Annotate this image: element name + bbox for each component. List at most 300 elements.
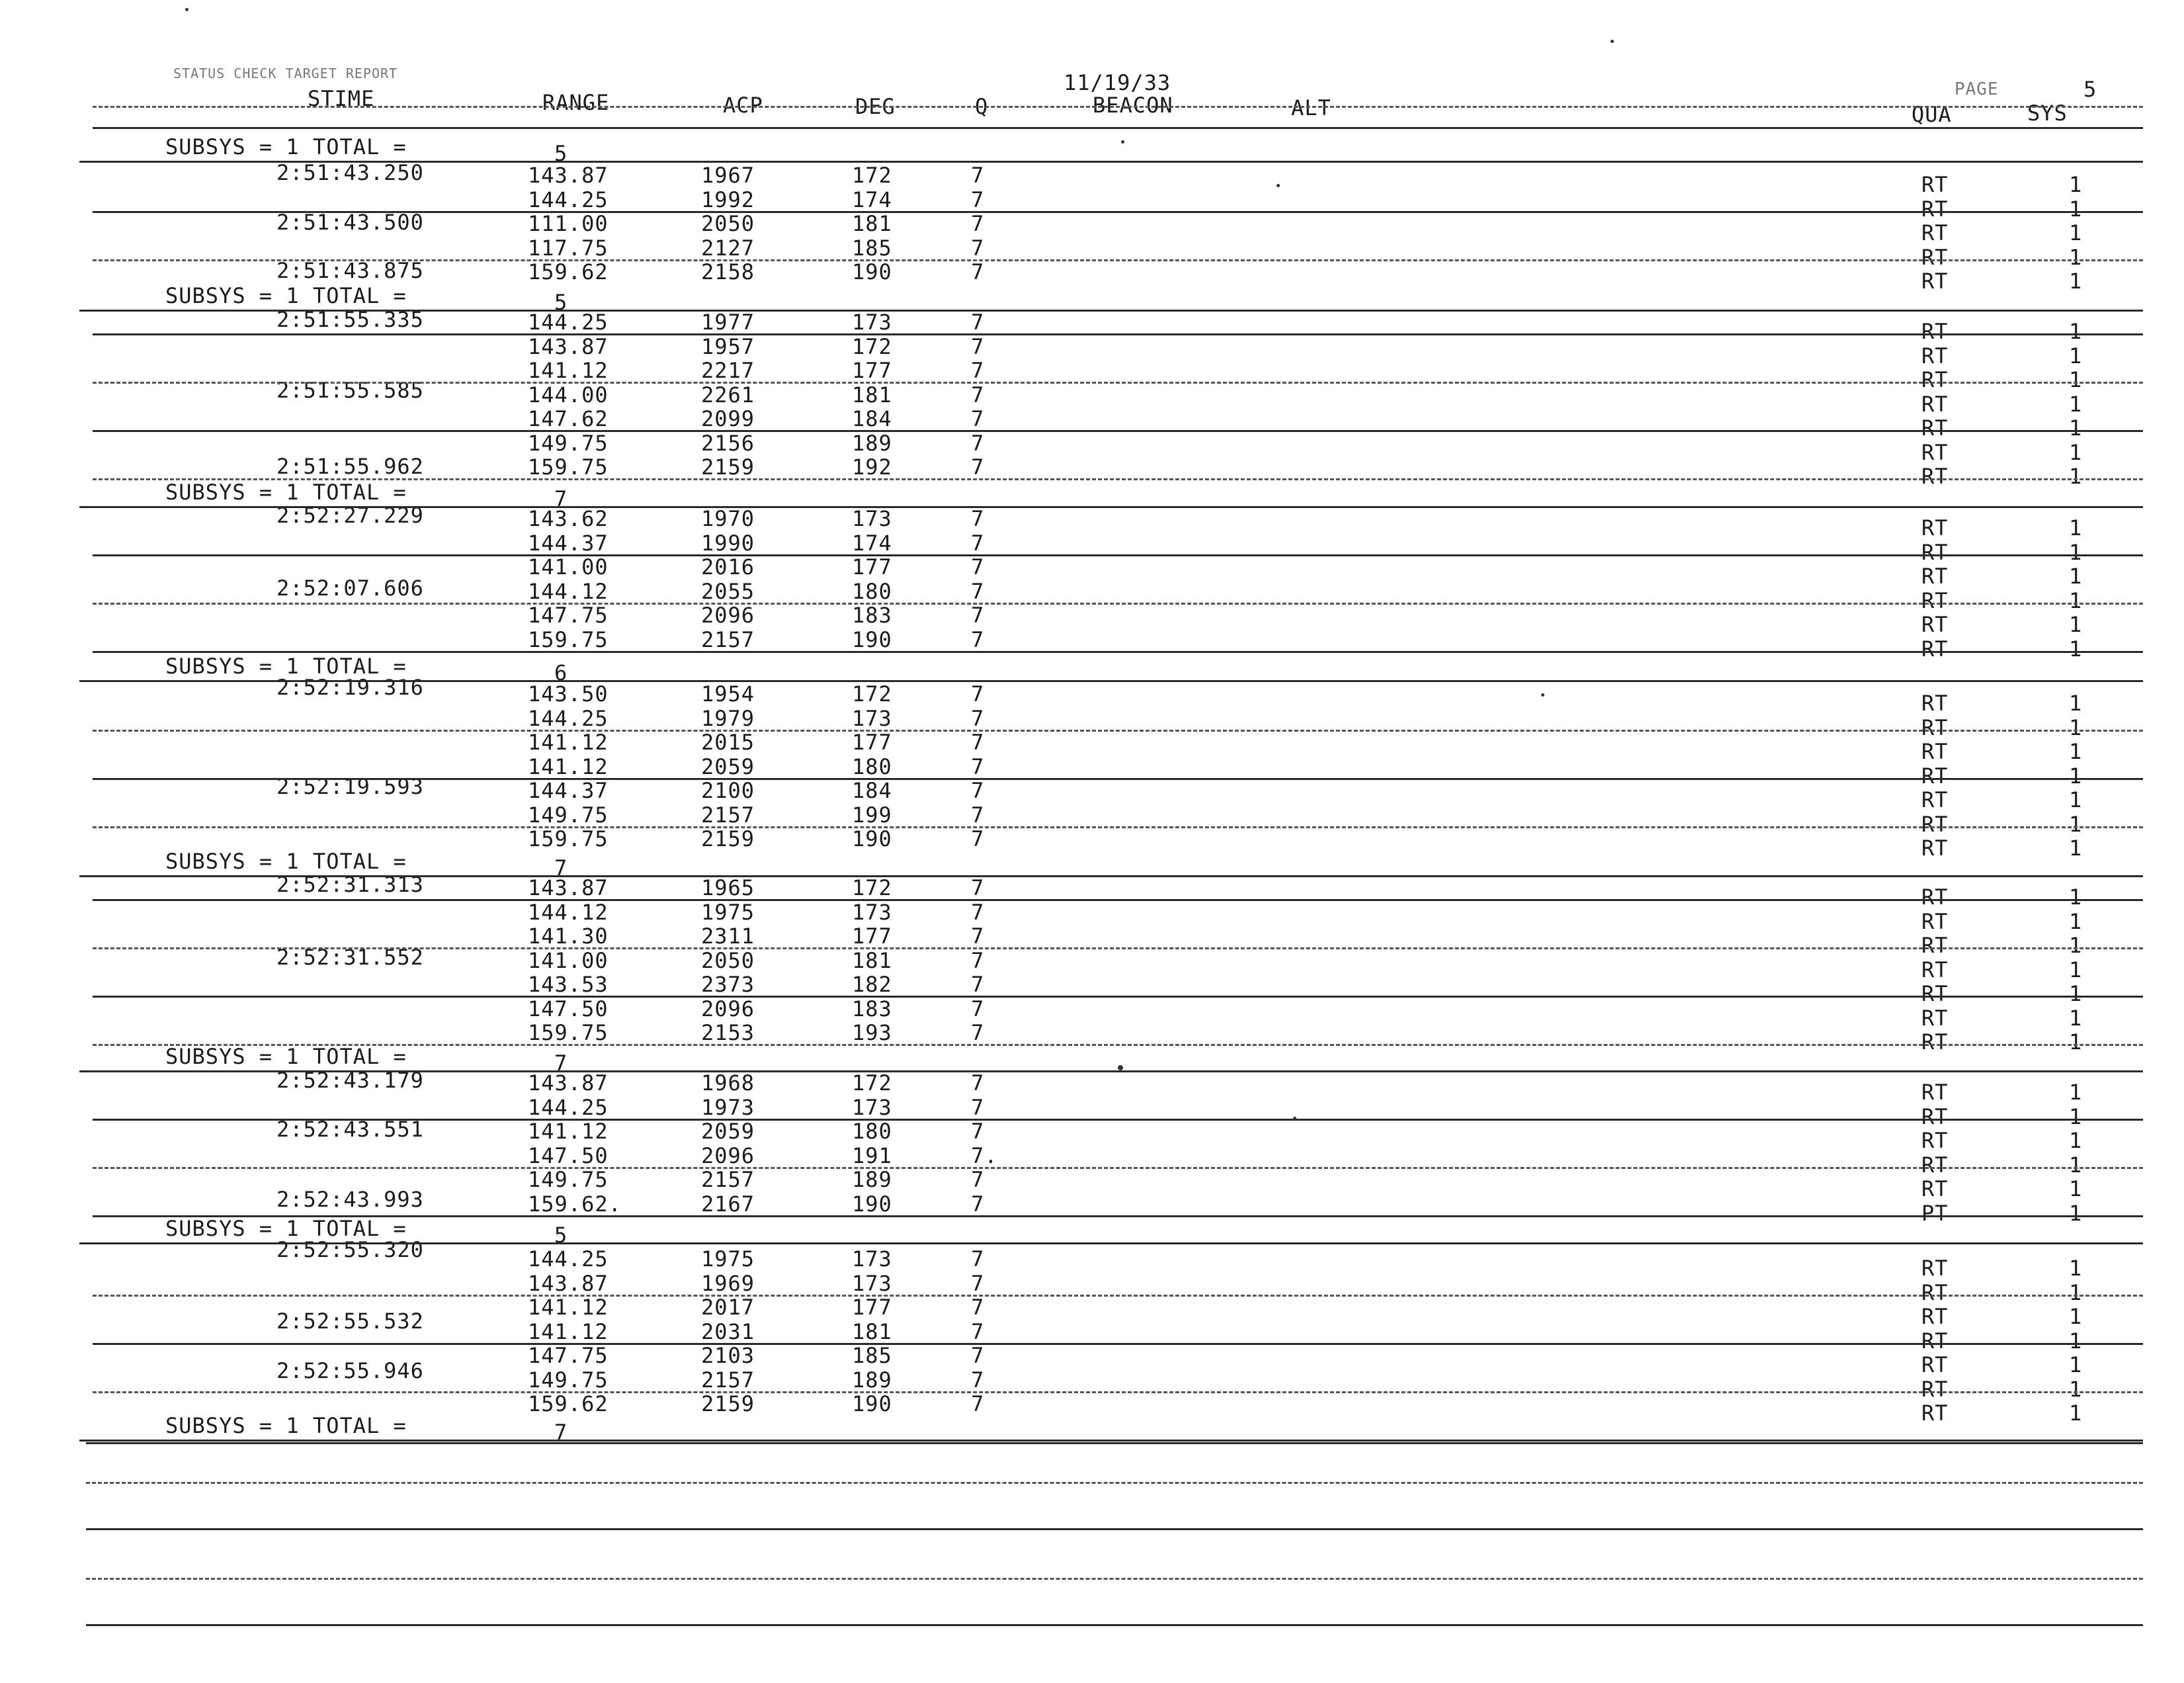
q-cell: 7 (971, 1271, 985, 1296)
stime-cell: 2:51:43.500 (276, 210, 424, 235)
stime-cell: 2:52:07.606 (276, 576, 424, 601)
sys-cell: 1 (2069, 367, 2083, 392)
range-cell: 144.25 (528, 1095, 609, 1120)
range-cell: 159.75 (528, 1020, 609, 1045)
acp-cell: 2059 (701, 1119, 755, 1144)
deg-cell: 177 (852, 358, 892, 383)
sys-cell: 1 (2069, 392, 2083, 417)
deg-cell: 174 (852, 187, 892, 212)
range-cell: 117.75 (528, 236, 609, 261)
sys-cell: 1 (2069, 1280, 2083, 1305)
subsys-summary-total: 6 (554, 660, 568, 685)
q-cell: 7 (971, 1319, 985, 1344)
qua-cell: RT (1921, 1006, 1949, 1031)
deg-cell: 181 (852, 211, 892, 236)
column-header-alt: ALT (1291, 95, 1331, 120)
row-rule (79, 875, 2143, 877)
acp-cell: 2031 (701, 1319, 755, 1344)
qua-cell: RT (1921, 392, 1949, 417)
acp-cell: 2156 (701, 431, 755, 456)
row-rule (93, 333, 2143, 335)
acp-cell: 2157 (701, 1367, 755, 1393)
qua-cell: RT (1921, 612, 1949, 637)
row-rule (93, 1391, 2143, 1393)
sys-cell: 1 (2069, 515, 2083, 540)
deg-cell: 199 (852, 802, 892, 828)
acp-cell: 1977 (701, 310, 755, 335)
acp-cell: 1954 (701, 681, 755, 707)
acp-cell: 2127 (701, 236, 755, 261)
q-cell: 7 (971, 972, 985, 997)
range-cell: 144.25 (528, 1246, 609, 1272)
row-rule (93, 211, 2143, 213)
deg-cell: 177 (852, 1295, 892, 1320)
row-rule (79, 1070, 2143, 1072)
deg-cell: 190 (852, 826, 892, 851)
deg-cell: 172 (852, 875, 892, 900)
sys-cell: 1 (2069, 636, 2083, 662)
column-header-stime: STIME (308, 86, 375, 111)
deg-cell: 184 (852, 778, 892, 803)
deg-cell: 181 (852, 382, 892, 408)
qua-cell: RT (1921, 715, 1949, 740)
deg-cell: 173 (852, 506, 892, 531)
q-cell: 7 (971, 531, 985, 556)
qua-cell: RT (1921, 196, 1949, 222)
deg-cell: 192 (852, 454, 892, 480)
qua-cell: RT (1921, 1304, 1949, 1329)
qua-cell: RT (1921, 636, 1949, 662)
stime-cell: 2:51:55.335 (276, 307, 424, 332)
deg-cell: 180 (852, 754, 892, 779)
q-cell: 7 (971, 1391, 985, 1416)
deg-cell: 181 (852, 1319, 892, 1344)
range-cell: 159.75 (528, 826, 609, 851)
q-cell: 7 (971, 506, 985, 531)
deg-cell: 181 (852, 948, 892, 973)
stime-cell: 2:52:19.593 (276, 774, 424, 799)
row-rule (93, 651, 2143, 653)
sys-cell: 1 (2069, 933, 2083, 958)
q-cell: 7 (971, 706, 985, 731)
q-cell: 7 (971, 579, 985, 604)
column-header-sys: SYS (2027, 101, 2068, 126)
stime-cell: 2:51:55.962 (276, 454, 424, 479)
sys-cell: 1 (2069, 564, 2083, 589)
range-cell: 149.75 (528, 431, 609, 456)
range-cell: 149.75 (528, 1167, 609, 1192)
qua-cell: RT (1921, 1401, 1949, 1426)
qua-cell: RT (1921, 1152, 1949, 1178)
sys-cell: 1 (2069, 836, 2083, 861)
deg-cell: 180 (852, 579, 892, 604)
column-header-deg: DEG (855, 94, 896, 119)
row-rule (86, 1578, 2143, 1580)
q-cell: 7 (971, 1191, 985, 1217)
acp-cell: 2217 (701, 358, 755, 383)
acp-cell: 1975 (701, 1246, 755, 1272)
row-rule (93, 996, 2143, 998)
stime-cell: 2:51:43.875 (276, 258, 424, 283)
stime-cell: 2:52:43.179 (276, 1068, 424, 1093)
q-cell: 7 (971, 730, 985, 755)
range-cell: 141.00 (528, 554, 609, 580)
range-cell: 144.25 (528, 706, 609, 731)
range-cell: 144.00 (528, 382, 609, 408)
sys-cell: 1 (2069, 787, 2083, 812)
range-cell: 141.12 (528, 1295, 609, 1320)
deg-cell: 190 (852, 1191, 892, 1217)
qua-cell: RT (1921, 245, 1949, 270)
scan-speck (1293, 1117, 1296, 1120)
q-cell: 7 (971, 358, 985, 383)
acp-cell: 2158 (701, 259, 755, 284)
q-cell: 7 (971, 454, 985, 480)
deg-cell: 173 (852, 1095, 892, 1120)
qua-cell: RT (1921, 1176, 1949, 1201)
sys-cell: 1 (2069, 885, 2083, 910)
sys-cell: 1 (2069, 909, 2083, 934)
sys-cell: 1 (2069, 1201, 2083, 1226)
row-rule (93, 826, 2143, 828)
qua-cell: RT (1921, 909, 1949, 934)
range-cell: 144.37 (528, 778, 609, 803)
acp-cell: 2157 (701, 627, 755, 652)
acp-cell: 2159 (701, 1391, 755, 1416)
scan-speck (1541, 693, 1544, 697)
range-cell: 144.25 (528, 187, 609, 212)
qua-cell: RT (1921, 1377, 1949, 1402)
range-cell: 147.62 (528, 406, 609, 431)
deg-cell: 189 (852, 1367, 892, 1393)
acp-cell: 2157 (701, 1167, 755, 1192)
acp-cell: 2055 (701, 579, 755, 604)
qua-cell: RT (1921, 885, 1949, 910)
row-rule (79, 310, 2143, 312)
acp-cell: 2311 (701, 924, 755, 949)
qua-cell: RT (1921, 540, 1949, 565)
stime-cell: 2:52:27.229 (276, 503, 424, 528)
qua-cell: RT (1921, 319, 1949, 344)
range-cell: 144.25 (528, 310, 609, 335)
q-cell: 7 (971, 996, 985, 1021)
q-cell: 7 (971, 924, 985, 949)
acp-cell: 2016 (701, 554, 755, 580)
q-cell: 7 (971, 681, 985, 707)
deg-cell: 189 (852, 1167, 892, 1192)
sys-cell: 1 (2069, 343, 2083, 368)
report-title: STATUS CHECK TARGET REPORT (173, 65, 398, 81)
column-header-range: RANGE (542, 90, 610, 115)
sys-cell: 1 (2069, 415, 2083, 441)
range-cell: 143.50 (528, 681, 609, 707)
sys-cell: 1 (2069, 1377, 2083, 1402)
deg-cell: 173 (852, 310, 892, 335)
q-cell: 7 (971, 1119, 985, 1144)
sys-cell: 1 (2069, 440, 2083, 465)
qua-cell: RT (1921, 933, 1949, 958)
column-header-q: Q (975, 94, 989, 119)
qua-cell: RT (1921, 812, 1949, 837)
qua-cell: RT (1921, 1328, 1949, 1354)
q-cell: 7 (971, 1343, 985, 1368)
q-cell: 7 (971, 875, 985, 900)
q-cell: 7 (971, 554, 985, 580)
range-cell: 141.30 (528, 924, 609, 949)
q-cell: 7 (971, 627, 985, 652)
row-rule (93, 1215, 2143, 1217)
row-rule (93, 554, 2143, 556)
sys-cell: 1 (2069, 763, 2083, 789)
q-cell: 7 (971, 382, 985, 408)
deg-cell: 174 (852, 531, 892, 556)
stime-cell: 2:52:43.551 (276, 1117, 424, 1142)
qua-cell: RT (1921, 367, 1949, 392)
acp-cell: 1970 (701, 506, 755, 531)
scan-speck (1118, 1065, 1123, 1070)
deg-cell: 189 (852, 431, 892, 456)
acp-cell: 2261 (701, 382, 755, 408)
qua-cell: RT (1921, 1352, 1949, 1377)
acp-cell: 2159 (701, 826, 755, 851)
deg-cell: 173 (852, 1246, 892, 1272)
q-cell: 7 (971, 1367, 985, 1393)
qua-cell: RT (1921, 415, 1949, 441)
row-rule (79, 1242, 2143, 1244)
acp-cell: 2050 (701, 211, 755, 236)
deg-cell: 173 (852, 900, 892, 925)
subsys-summary-label: SUBSYS = 1 TOTAL = (165, 849, 407, 874)
qua-cell: RT (1921, 763, 1949, 789)
stime-cell: 2:52:31.313 (276, 872, 424, 897)
row-rule (93, 478, 2143, 480)
acp-cell: 1968 (701, 1070, 755, 1096)
qua-cell: RT (1921, 1104, 1949, 1129)
sys-cell: 1 (2069, 1029, 2083, 1055)
row-rule (86, 1528, 2143, 1530)
sys-cell: 1 (2069, 1152, 2083, 1178)
sys-cell: 1 (2069, 1176, 2083, 1201)
sys-cell: 1 (2069, 1328, 2083, 1354)
row-rule (79, 680, 2143, 682)
sys-cell: 1 (2069, 464, 2083, 489)
range-cell: 147.75 (528, 603, 609, 628)
sys-cell: 1 (2069, 612, 2083, 637)
qua-cell: RT (1921, 464, 1949, 489)
page-number: 5 (2083, 77, 2097, 102)
acp-cell: 2096 (701, 603, 755, 628)
qua-cell: RT (1921, 588, 1949, 613)
sys-cell: 1 (2069, 1256, 2083, 1281)
stime-cell: 2:52:43.993 (276, 1187, 424, 1212)
sys-cell: 1 (2069, 715, 2083, 740)
subsys-summary-total: 5 (554, 1223, 568, 1248)
sys-cell: 1 (2069, 1401, 2083, 1426)
range-cell: 143.87 (528, 875, 609, 900)
qua-cell: RT (1921, 1029, 1949, 1055)
qua-cell: RT (1921, 440, 1949, 465)
q-cell: 7 (971, 187, 985, 212)
deg-cell: 182 (852, 972, 892, 997)
range-cell: 159.62 (528, 259, 609, 284)
qua-cell: PT (1921, 1201, 1949, 1226)
q-cell: 7 (971, 1295, 985, 1320)
deg-cell: 190 (852, 1391, 892, 1416)
deg-cell: 180 (852, 1119, 892, 1144)
sys-cell: 1 (2069, 1104, 2083, 1129)
range-cell: 149.75 (528, 1367, 609, 1393)
row-rule (93, 730, 2143, 732)
range-cell: 144.12 (528, 579, 609, 604)
sys-cell: 1 (2069, 812, 2083, 837)
qua-cell: RT (1921, 1256, 1949, 1281)
acp-cell: 2015 (701, 730, 755, 755)
range-cell: 143.87 (528, 1271, 609, 1296)
sys-cell: 1 (2069, 739, 2083, 764)
deg-cell: 172 (852, 681, 892, 707)
range-cell: 149.75 (528, 802, 609, 828)
stime-cell: 2:52:55.320 (276, 1237, 424, 1262)
q-cell: 7 (971, 802, 985, 828)
header-rule (93, 106, 2143, 108)
sys-cell: 1 (2069, 981, 2083, 1006)
range-cell: 141.12 (528, 730, 609, 755)
q-cell: 7 (971, 259, 985, 284)
row-rule (79, 506, 2143, 508)
scan-speck (1277, 184, 1280, 187)
scan-speck (1611, 40, 1614, 43)
row-rule (86, 1482, 2143, 1484)
deg-cell: 183 (852, 996, 892, 1021)
q-cell: 7 (971, 1095, 985, 1120)
deg-cell: 190 (852, 259, 892, 284)
header-rule-lower (93, 127, 2143, 129)
sys-cell: 1 (2069, 691, 2083, 716)
scan-speck (1121, 140, 1124, 144)
stime-cell: 2:51:55.585 (276, 378, 424, 403)
q-cell: 7 (971, 431, 985, 456)
acp-cell: 1969 (701, 1271, 755, 1296)
stime-cell: 2:52:55.946 (276, 1358, 424, 1383)
subsys-summary-label: SUBSYS = 1 TOTAL = (165, 134, 407, 159)
acp-cell: 2099 (701, 406, 755, 431)
deg-cell: 184 (852, 406, 892, 431)
row-rule (79, 1440, 2143, 1442)
deg-cell: 177 (852, 924, 892, 949)
q-cell: 7 (971, 948, 985, 973)
subsys-summary-total: 5 (554, 290, 568, 315)
acp-cell: 2017 (701, 1295, 755, 1320)
q-cell: 7 (971, 406, 985, 431)
report-date: 11/19/33 (1064, 70, 1171, 95)
deg-cell: 193 (852, 1020, 892, 1045)
subsys-summary-total: 7 (554, 1420, 568, 1445)
acp-cell: 1990 (701, 531, 755, 556)
range-cell: 159.75 (528, 454, 609, 480)
q-cell: 7 (971, 754, 985, 779)
qua-cell: RT (1921, 981, 1949, 1006)
range-cell: 143.87 (528, 163, 609, 188)
subsys-summary-label: SUBSYS = 1 TOTAL = (165, 654, 407, 679)
subsys-summary-total: 5 (554, 141, 568, 166)
row-rule (93, 1119, 2143, 1121)
deg-cell: 173 (852, 1271, 892, 1296)
acp-cell: 2050 (701, 948, 755, 973)
deg-cell: 177 (852, 554, 892, 580)
range-cell: 141.12 (528, 1319, 609, 1344)
stime-cell: 2:51:43.250 (276, 160, 424, 185)
qua-cell: RT (1921, 739, 1949, 764)
sys-cell: 1 (2069, 319, 2083, 344)
subsys-summary-total: 7 (554, 1051, 568, 1076)
acp-cell: 1975 (701, 900, 755, 925)
stime-cell: 2:52:31.552 (276, 945, 424, 970)
subsys-summary-label: SUBSYS = 1 TOTAL = (165, 1044, 407, 1069)
sys-cell: 1 (2069, 196, 2083, 222)
q-cell: 7 (971, 1070, 985, 1096)
qua-cell: RT (1921, 691, 1949, 716)
range-cell: 111.00 (528, 211, 609, 236)
range-cell: 143.53 (528, 972, 609, 997)
row-rule (93, 603, 2143, 605)
qua-cell: RT (1921, 343, 1949, 368)
deg-cell: 177 (852, 730, 892, 755)
stime-cell: 2:52:19.316 (276, 675, 424, 700)
range-cell: 141.00 (528, 948, 609, 973)
range-cell: 143.87 (528, 334, 609, 359)
acp-cell: 2153 (701, 1020, 755, 1045)
range-cell: 143.87 (528, 1070, 609, 1096)
acp-cell: 2096 (701, 1143, 755, 1168)
row-rule (93, 1343, 2143, 1345)
page-label: PAGE (1954, 79, 1999, 99)
scan-speck (185, 8, 189, 11)
row-rule (93, 382, 2143, 384)
subsys-summary-label: SUBSYS = 1 TOTAL = (165, 1216, 407, 1241)
deg-cell: 173 (852, 706, 892, 731)
row-rule (79, 161, 2143, 163)
row-rule (93, 1295, 2143, 1297)
q-cell: 7 (971, 1020, 985, 1045)
sys-cell: 1 (2069, 1006, 2083, 1031)
range-cell: 147.50 (528, 996, 609, 1021)
q-cell: 7. (971, 1143, 998, 1168)
range-cell: 159.62 (528, 1391, 609, 1416)
qua-cell: RT (1921, 787, 1949, 812)
sys-cell: 1 (2069, 588, 2083, 613)
qua-cell: RT (1921, 957, 1949, 982)
qua-cell: RT (1921, 836, 1949, 861)
deg-cell: 190 (852, 627, 892, 652)
row-rule (93, 259, 2143, 261)
acp-cell: 1957 (701, 334, 755, 359)
subsys-summary-total: 7 (554, 855, 568, 881)
acp-cell: 2059 (701, 754, 755, 779)
sys-cell: 1 (2069, 172, 2083, 197)
acp-cell: 2096 (701, 996, 755, 1021)
q-cell: 7 (971, 1167, 985, 1192)
row-rule (86, 1442, 2143, 1444)
acp-cell: 2103 (701, 1343, 755, 1368)
row-rule (93, 899, 2143, 901)
sys-cell: 1 (2069, 245, 2083, 270)
qua-cell: RT (1921, 1280, 1949, 1305)
row-rule (93, 947, 2143, 949)
range-cell: 159.75 (528, 627, 609, 652)
sys-cell: 1 (2069, 1128, 2083, 1153)
row-rule (93, 430, 2143, 432)
row-rule (93, 1044, 2143, 1046)
